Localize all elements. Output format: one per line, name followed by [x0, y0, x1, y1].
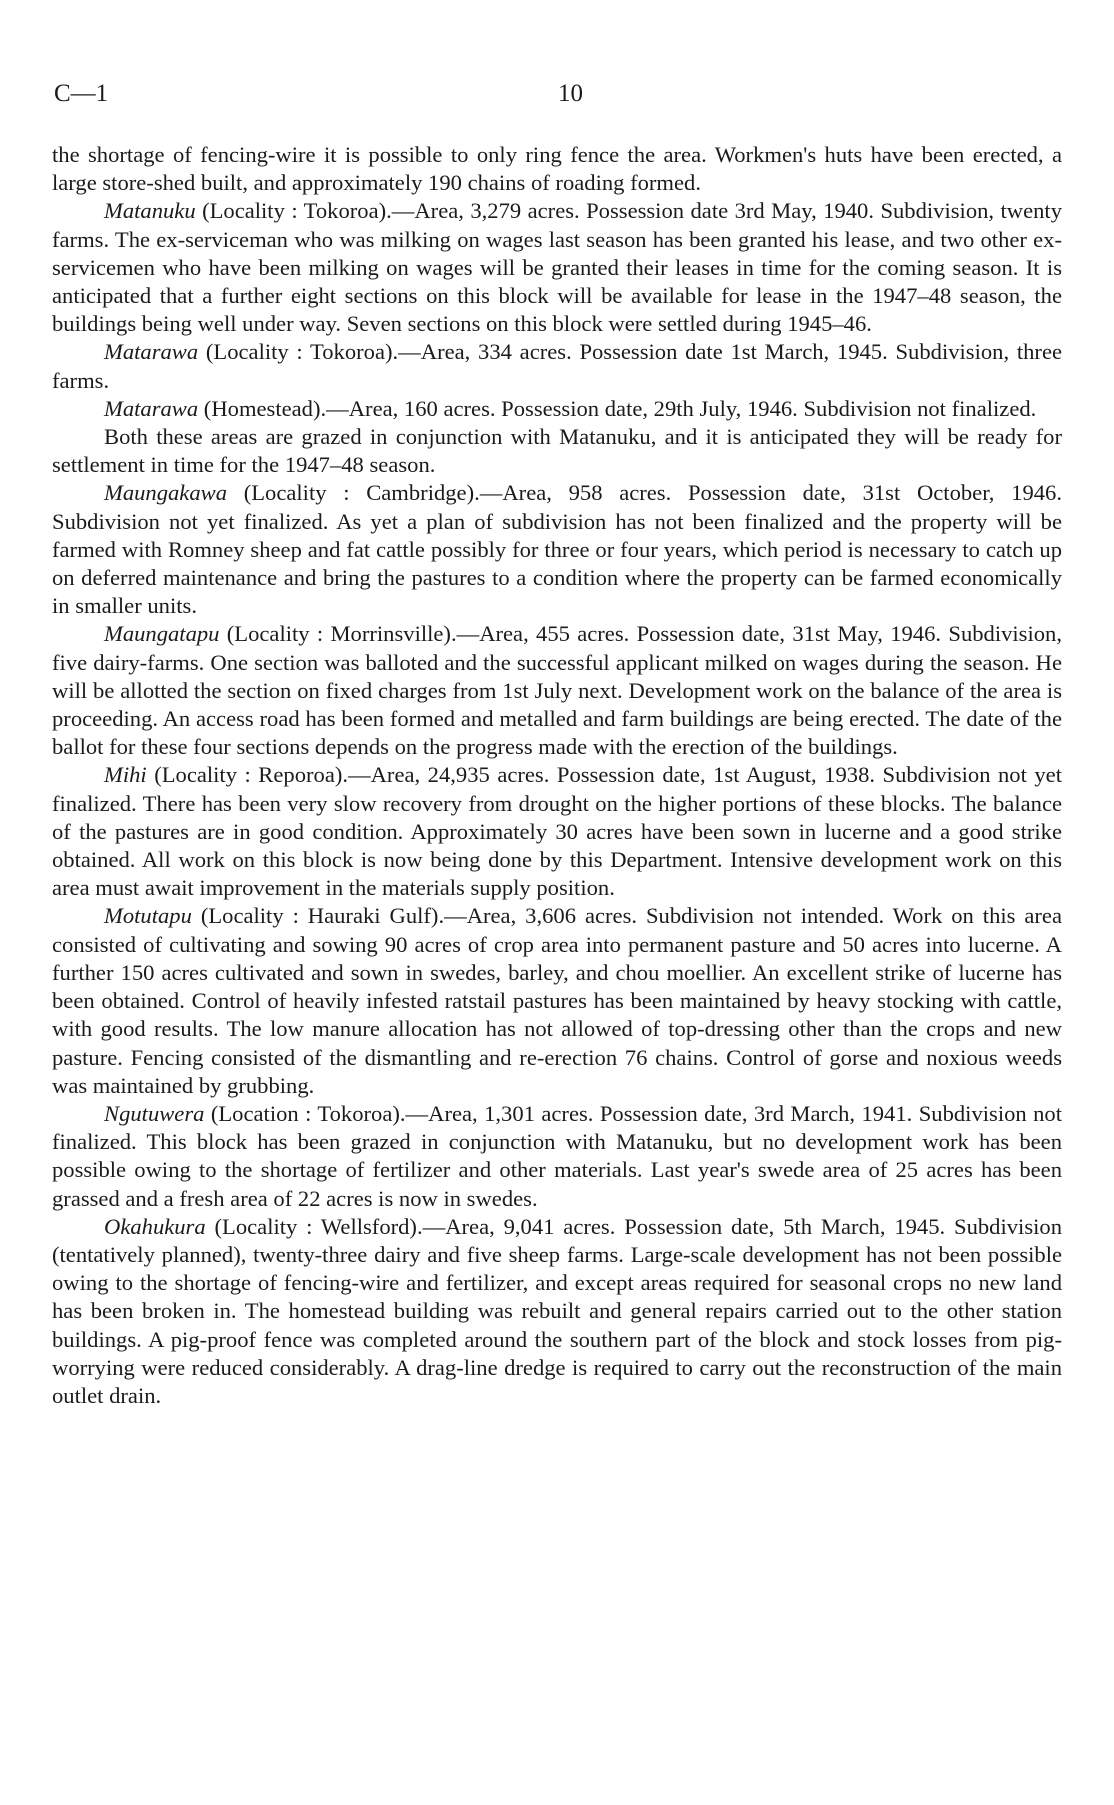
paragraph-text: (Locality : Wellsford).—Area, 9,041 acres. Possession date, 5th March, 1945. Subdivision (tentatively planned), twenty-three dairy and five sheep farms. Large-scale development has not been possible owing to the shortage of fencing-wire and fertilizer, and except areas required for seasonal crops no new land has been broken in. The homestead building was rebuilt and general repairs carried out to the other station buildings. A pig-proof fence was completed around the southern part of the block and stock losses from pig-worrying were reduced considerably. A drag-line dredge is required to carry out the reconstruction of the main outlet drain.	[52, 1213, 1062, 1408]
paragraph-continuation	[52, 141, 1062, 197]
paragraph-text: (Locality : Reporoa).—Area, 24,935 acres. Possession date, 1st August, 1938. Subdivision not yet finalized. There has been very slow recovery from drought on the higher portions of these blocks. The balance of the pastures are in good condition. Approximately 30 acres have been sown in lucerne and a good strike obtained. All work on this block is now being done by this Department. Intensive development work on this area must await improvement in the materials supply position.	[52, 762, 1062, 901]
block-name: Ngutuwera	[104, 1100, 205, 1126]
block-name: Okahukura	[104, 1213, 206, 1239]
block-name: Matarawa	[104, 395, 199, 421]
paragraph-text: (Locality : Hauraki Gulf).—Area, 3,606 acres. Subdivision not intended. Work on this area consisted of cultivating and sowing 90 acres of crop area into permanent pasture and 50 acres into lucerne. A further 150 acres cultivated and sown in swedes, barley, and chou moellier. An excellent strike of lucerne has been obtained. Control of heavily infested ratstail pastures has been maintained by heavy stocking with cattle, with good results. The low manure allocation has not allowed of top-dressing other than the crops and new pasture. Fencing consisted of the dismantling and re-erection 76 chains. Control of gorse and noxious weeds was maintained by grubbing.	[52, 903, 1062, 1098]
block-name: Mihi	[104, 762, 147, 788]
paragraph-text: (Location : Tokoroa).—Area, 1,301 acres. Possession date, 3rd March, 1941. Subdivision not finalized. This block has been grazed in conjunction with Matanuku, but no development work has been possible owing to the shortage of fertilizer and other materials. Last year's swede area of 25 acres has been grassed and a fresh area of 22 acres is now in swedes.	[52, 1100, 1062, 1211]
block-entry-motutapu	[52, 902, 1062, 1099]
page-header	[50, 80, 1060, 114]
block-entry-matanuku	[52, 197, 1062, 338]
paragraph-text: (Locality : Morrinsville).—Area, 455 acres. Possession date, 31st May, 1946. Subdivision, five dairy-farms. One section was balloted and the successful applicant milked on wages during the season. He will be allotted the section on fixed charges from 1st July next. Development work on the balance of the area is proceeding. An access road has been formed and metalled and farm buildings are being erected. The date of the ballot for these four sections depends on the progress made with the erection of the buildings.	[52, 621, 1062, 760]
paragraph-text: (Locality : Cambridge).—Area, 958 acres. Possession date, 31st October, 1946. Subdivision not yet finalized. As yet a plan of subdivision has not been finalized and the property will be farmed with Romney sheep and fat cattle possibly for three or four years, which period is necessary to catch up on deferred maintenance and bring the pastures to a condition where the property can be farmed economically in smaller units.	[52, 480, 1062, 619]
block-entry-matarawa-homestead	[52, 395, 1062, 423]
block-entry-maungatapu	[52, 620, 1062, 761]
report-series-label: C—1	[54, 80, 109, 107]
paragraph-text: (Locality : Tokoroa).—Area, 3,279 acres. Possession date 3rd May, 1940. Subdivision, twenty farms. The ex-serviceman who was milking on wages last season has been granted his lease, and two other ex-servicemen who have been milking on wages will be granted their leases in time for the coming season. It is anticipated that a further eight sections on this block will be available for lease in the 1947–48 season, the buildings being well under way. Seven sections on this block were settled during 1945–46.	[52, 198, 1062, 337]
block-entry-matarawa-locality	[52, 338, 1062, 394]
page-number: 10	[558, 80, 583, 107]
block-name: Motutapu	[104, 903, 192, 929]
paragraph-grazing-note	[52, 423, 1062, 479]
paragraph-text: Both these areas are grazed in conjunction with Matanuku, and it is anticipated they will be ready for settlement in time for the 1947–48 season.	[52, 424, 1062, 478]
block-entry-ngutuwera	[52, 1100, 1062, 1213]
block-entry-mihi	[52, 761, 1062, 902]
report-body	[52, 141, 1062, 1410]
block-entry-maungakawa	[52, 479, 1062, 620]
block-name: Maungakawa	[104, 480, 227, 506]
block-name: Maungatapu	[104, 621, 220, 647]
block-entry-okahukura	[52, 1213, 1062, 1410]
paragraph-text: (Locality : Tokoroa).—Area, 334 acres. Possession date 1st March, 1945. Subdivision, three farms.	[52, 339, 1062, 393]
paragraph-text: the shortage of fencing-wire it is possible to only ring fence the area. Workmen's huts have been erected, a large store-shed built, and approximately 190 chains of roading formed.	[52, 142, 1062, 196]
paragraph-text: (Homestead).—Area, 160 acres. Possession date, 29th July, 1946. Subdivision not finalized.	[198, 395, 1037, 421]
block-name: Matanuku	[104, 198, 196, 224]
block-name: Matarawa	[104, 339, 199, 365]
